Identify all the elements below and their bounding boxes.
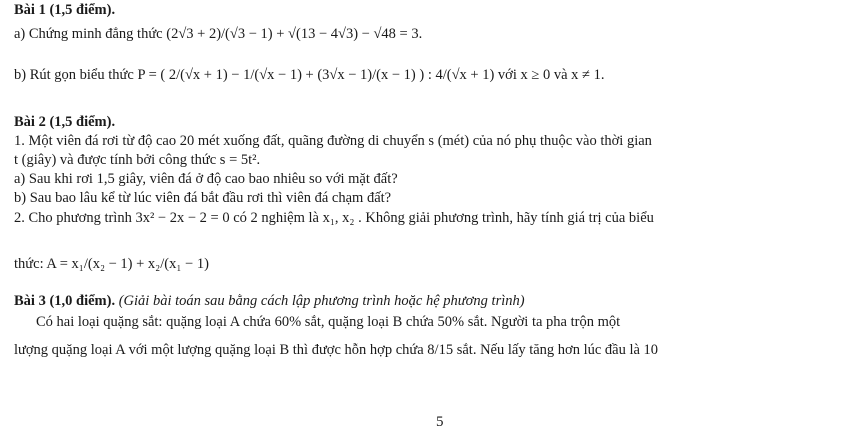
bai3-heading <box>14 293 525 310</box>
bai2-title: Bài 2 (1,5 điểm). <box>14 114 116 130</box>
bai2-p1-line2: t (giây) và được tính bởi công thức s = 5t². <box>14 152 261 168</box>
bai3-instruction: (Giải bài toán sau bằng cách lập phương trình hoặc hệ phương trình) <box>118 293 525 309</box>
page-number: 5 <box>436 414 444 430</box>
bai2-p1-line1: 1. Một viên đá rơi từ độ cao 20 mét xuống đất, quãng đường di chuyển s (mét) của nó phụ thuộc vào thời gian <box>14 133 652 149</box>
bai2-p2-line1: 2. Cho phương trình 3x² − 2x − 2 = 0 có 2 nghiệm là x₁, x₂ . Không giải phương trình, hãy tính giá trị của biểu <box>14 210 654 226</box>
bai2-p1-b: b) Sau bao lâu kể từ lúc viên đá bắt đầu rơi thì viên đá chạm đất? <box>14 190 392 206</box>
bai3-title: Bài 3 (1,0 điểm). <box>14 293 116 309</box>
bai3-line2: lượng quặng loại A với một lượng quặng loại B thì được hỗn hợp chứa 8/15 sắt. Nếu lấy tăng hơn lúc đầu là 10 <box>14 342 659 358</box>
bai2-p1-a: a) Sau khi rơi 1,5 giây, viên đá ở độ cao bao nhiêu so với mặt đất? <box>14 171 398 187</box>
bai3-line1: Có hai loại quặng sắt: quặng loại A chứa 60% sắt, quặng loại B chứa 50% sắt. Người ta pha trộn một <box>36 314 621 330</box>
bai2-p2-line2: thức: A = x₁/(x₂ − 1) + x₂/(x₁ − 1) <box>14 256 209 272</box>
bai1-part-a: a) Chứng minh đẳng thức (2√3 + 2)/(√3 − 1) + √(13 − 4√3) − √48 = 3. <box>14 26 423 42</box>
bai1-part-b: b) Rút gọn biểu thức P = ( 2/(√x + 1) − 1/(√x − 1) + (3√x − 1)/(x − 1) ) : 4/(√x + 1) với x ≥ 0 và x ≠ 1. <box>14 67 605 83</box>
bai1-title: Bài 1 (1,5 điểm). <box>14 2 116 18</box>
